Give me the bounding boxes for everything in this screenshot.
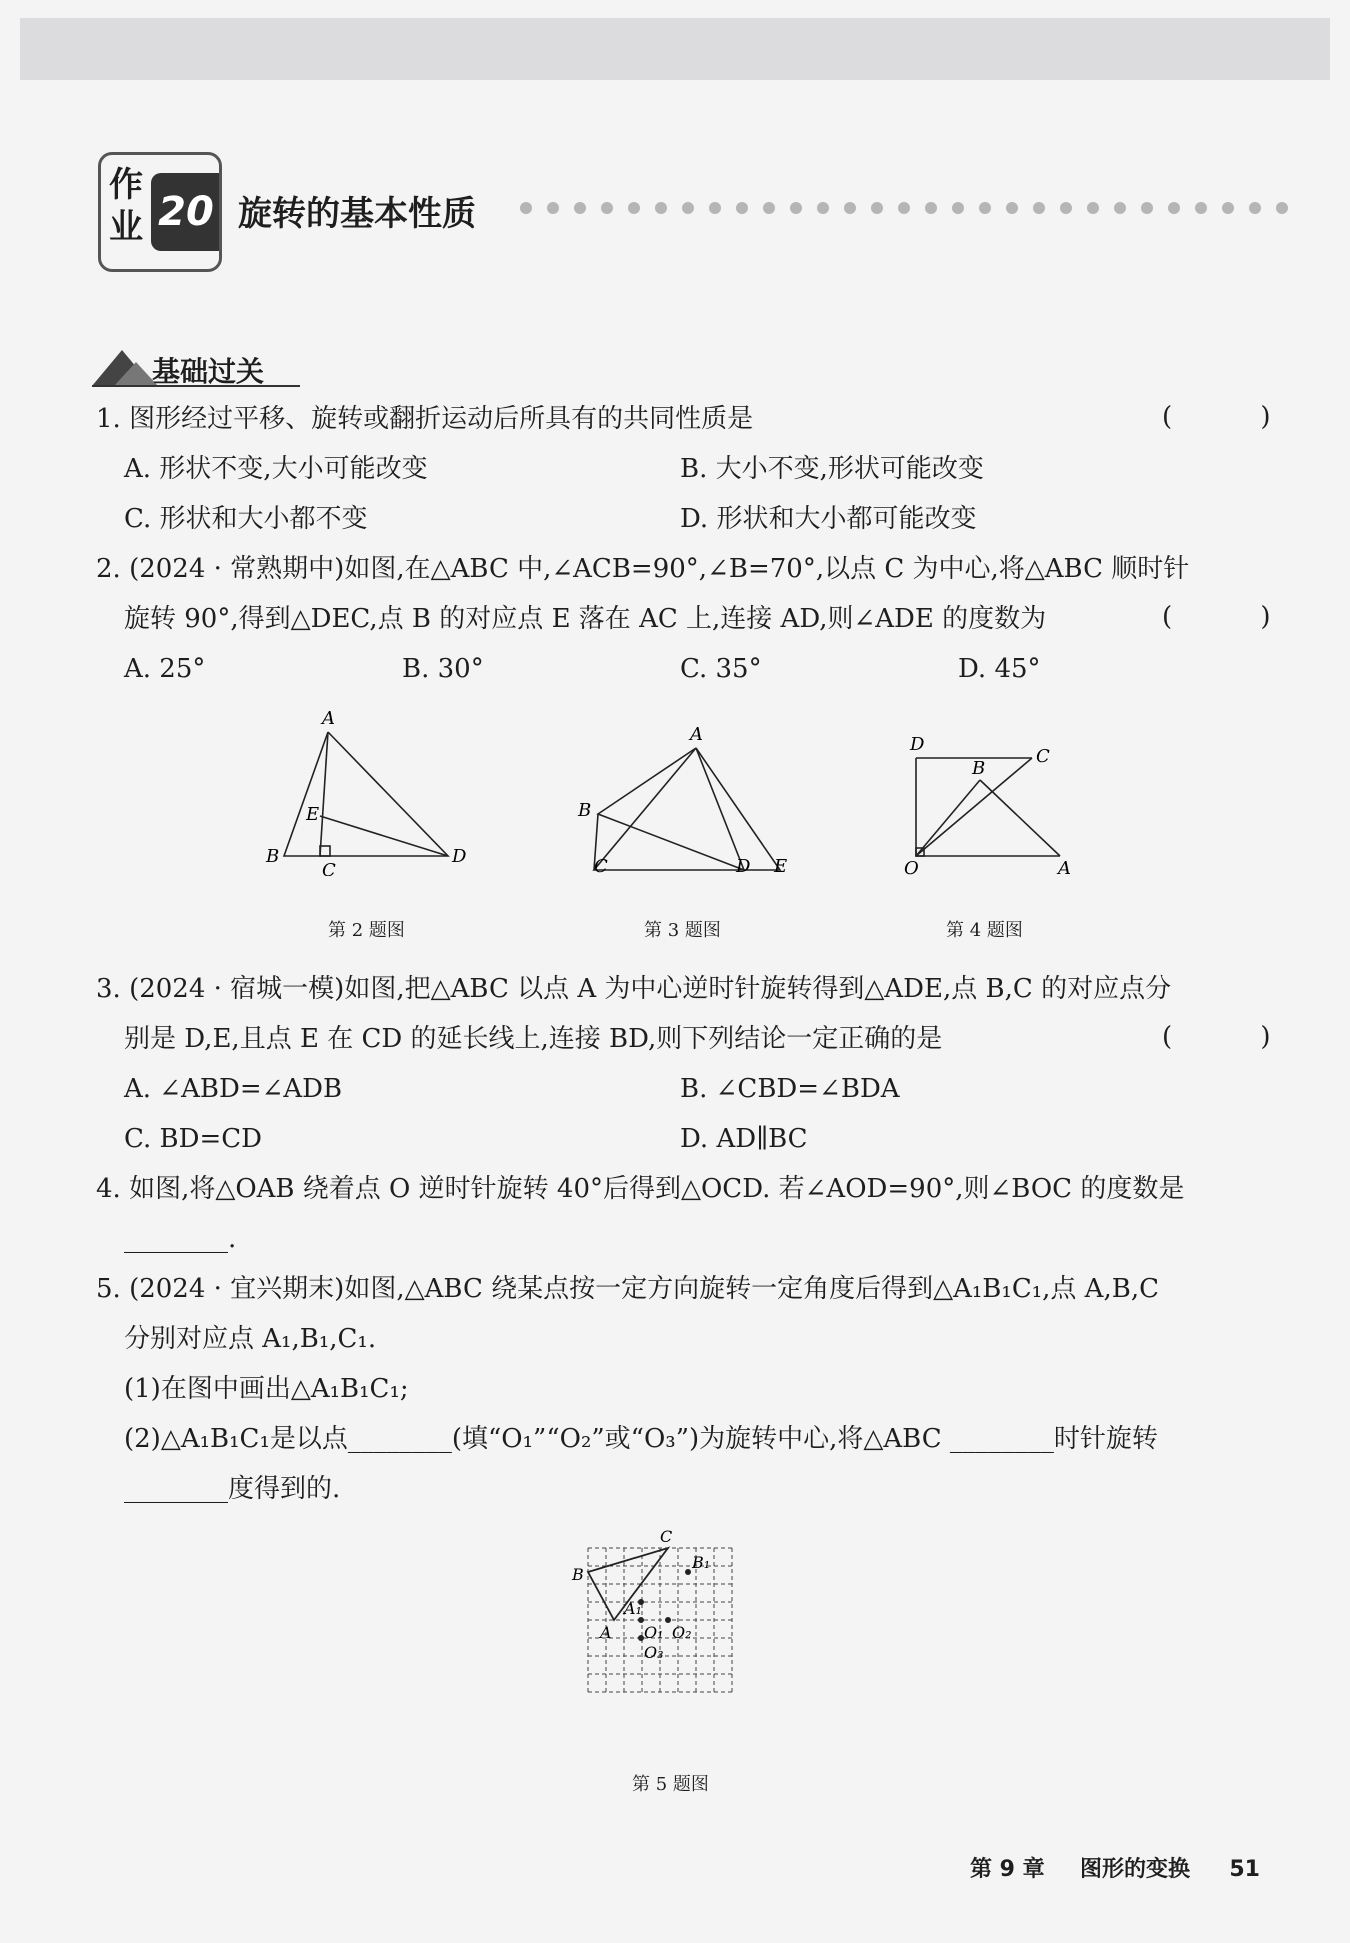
leader-dot: [1249, 202, 1261, 214]
leader-dot: [736, 202, 748, 214]
q2-answer-paren: ( ): [1162, 602, 1311, 632]
section-label: 基础过关: [152, 355, 265, 388]
leader-dot: [1006, 202, 1018, 214]
figure-q2: [262, 706, 482, 876]
caption-fig2: 第 2 题图: [328, 920, 405, 941]
figure-q5-grid: [560, 1518, 800, 1738]
q3-line2: 别是 D,E,且点 E 在 CD 的延长线上,连接 BD,则下列结论一定正确的是: [124, 1024, 943, 1054]
fig5-label-o2: O₂: [672, 1623, 692, 1642]
fig3-label-d: D: [736, 856, 751, 877]
q2-option-b: B. 30°: [402, 654, 484, 684]
leader-dot: [1033, 202, 1045, 214]
fig4-label-b: B: [972, 758, 986, 779]
leader-dot: [790, 202, 802, 214]
q2-option-a: A. 25°: [124, 654, 206, 684]
fig5-label-a1: A₁: [624, 1599, 642, 1618]
fig2-label-b: B: [266, 846, 280, 867]
leader-dot: [817, 202, 829, 214]
leader-dot: [682, 202, 694, 214]
fig3-label-c: C: [594, 856, 608, 877]
q1-option-c: C. 形状和大小都不变: [124, 504, 368, 534]
leader-dot: [898, 202, 910, 214]
fig5-label-b1: B₁: [692, 1553, 711, 1572]
q2-option-d: D. 45°: [958, 654, 1041, 684]
fig3-label-e: E: [774, 856, 788, 877]
q3-answer-paren: ( ): [1162, 1022, 1311, 1052]
leader-dot: [1276, 202, 1288, 214]
q5-part2: (2)△A₁B₁C₁是以点________(填“O₁”“O₂”或“O₃”)为旋转中心,将△ABC ________时针旋转: [124, 1424, 1158, 1454]
leader-dot: [1087, 202, 1099, 214]
leader-dot: [628, 202, 640, 214]
leader-dot: [1195, 202, 1207, 214]
q1-option-a: A. 形状不变,大小可能改变: [124, 454, 428, 484]
caption-fig5: 第 5 题图: [632, 1774, 709, 1795]
section-heading: [92, 346, 302, 388]
q2-line2: 旋转 90°,得到△DEC,点 B 的对应点 E 落在 AC 上,连接 AD,则∠ADE 的度数为: [124, 604, 1047, 634]
q5-line1: 5. (2024 · 宜兴期末)如图,△ABC 绕某点按一定方向旋转一定角度后得到△A₁B₁C₁,点 A,B,C: [96, 1274, 1159, 1304]
fig2-label-d: D: [452, 846, 467, 867]
fig4-label-d: D: [910, 734, 925, 755]
leader-dot: [763, 202, 775, 214]
fig5-label-c: C: [660, 1527, 673, 1546]
leader-dot: [547, 202, 559, 214]
fig4-label-o: O: [904, 858, 919, 879]
leader-dot: [709, 202, 721, 214]
fig2-label-e: E: [306, 804, 320, 825]
fig5-label-b: B: [572, 1565, 584, 1584]
q4-answer-blank: ________.: [124, 1224, 237, 1254]
q5-line2: 分别对应点 A₁,B₁,C₁.: [124, 1324, 377, 1354]
leader-dot: [1060, 202, 1072, 214]
q5-part2-continued: ________度得到的.: [124, 1474, 341, 1504]
caption-fig3: 第 3 题图: [644, 920, 721, 941]
leader-dot: [1222, 202, 1234, 214]
leader-dot: [925, 202, 937, 214]
page-title: 旋转的基本性质: [238, 194, 476, 234]
footer-chapter: 第 9 章: [970, 1857, 1045, 1882]
caption-fig4: 第 4 题图: [946, 920, 1023, 941]
leader-dot: [520, 202, 532, 214]
badge-number: 20: [151, 173, 221, 251]
q3-option-d: D. AD∥BC: [680, 1124, 808, 1154]
leader-dot: [871, 202, 883, 214]
badge-top-char: 作: [109, 165, 143, 205]
leader-dot: [601, 202, 613, 214]
q3-option-c: C. BD=CD: [124, 1124, 262, 1154]
homework-badge: [98, 152, 222, 272]
fig3-label-a: A: [690, 724, 703, 745]
fig3-label-b: B: [578, 800, 592, 821]
q2-option-c: C. 35°: [680, 654, 762, 684]
figure-q4: [900, 730, 1090, 880]
leader-dot: [1168, 202, 1180, 214]
q1-option-b: B. 大小不变,形状可能改变: [680, 454, 984, 484]
badge-bottom-char: 业: [109, 207, 143, 247]
q4-line1: 4. 如图,将△OAB 绕着点 O 逆时针旋转 40°后得到△OCD. 若∠AOD=90°,则∠BOC 的度数是: [96, 1174, 1185, 1204]
q1-option-d: D. 形状和大小都可能改变: [680, 504, 977, 534]
fig2-label-c: C: [322, 860, 336, 876]
q2-line1: 2. (2024 · 常熟期中)如图,在△ABC 中,∠ACB=90°,∠B=70°,以点 C 为中心,将△ABC 顺时针: [96, 554, 1190, 584]
figure-q3: [574, 720, 804, 880]
top-scan-band: [20, 18, 1330, 80]
q5-part1: (1)在图中画出△A₁B₁C₁;: [124, 1374, 409, 1404]
leader-dot: [1114, 202, 1126, 214]
fig4-label-a: A: [1058, 858, 1071, 879]
footer-chapter-title: 图形的变换: [1079, 1857, 1190, 1882]
leader-dot: [655, 202, 667, 214]
fig5-label-o3: O₃: [644, 1643, 664, 1662]
q3-option-b: B. ∠CBD=∠BDA: [680, 1074, 900, 1104]
leader-dot: [979, 202, 991, 214]
q1-answer-paren: ( ): [1162, 402, 1311, 432]
fig4-label-c: C: [1036, 746, 1050, 767]
fig2-label-a: A: [322, 708, 335, 729]
page-footer: [970, 1852, 1260, 1883]
fig5-label-o1: O₁: [644, 1623, 664, 1642]
leader-dot: [844, 202, 856, 214]
q3-line1: 3. (2024 · 宿城一模)如图,把△ABC 以点 A 为中心逆时针旋转得到△ADE,点 B,C 的对应点分: [96, 974, 1172, 1004]
q3-option-a: A. ∠ABD=∠ADB: [124, 1074, 343, 1104]
title-dot-leader: [518, 198, 1318, 218]
leader-dot: [952, 202, 964, 214]
leader-dot: [1141, 202, 1153, 214]
leader-dot: [574, 202, 586, 214]
fig5-label-a: A: [600, 1623, 612, 1642]
footer-page-number: 51: [1229, 1857, 1260, 1882]
q1-stem: 1. 图形经过平移、旋转或翻折运动后所具有的共同性质是: [96, 404, 754, 434]
